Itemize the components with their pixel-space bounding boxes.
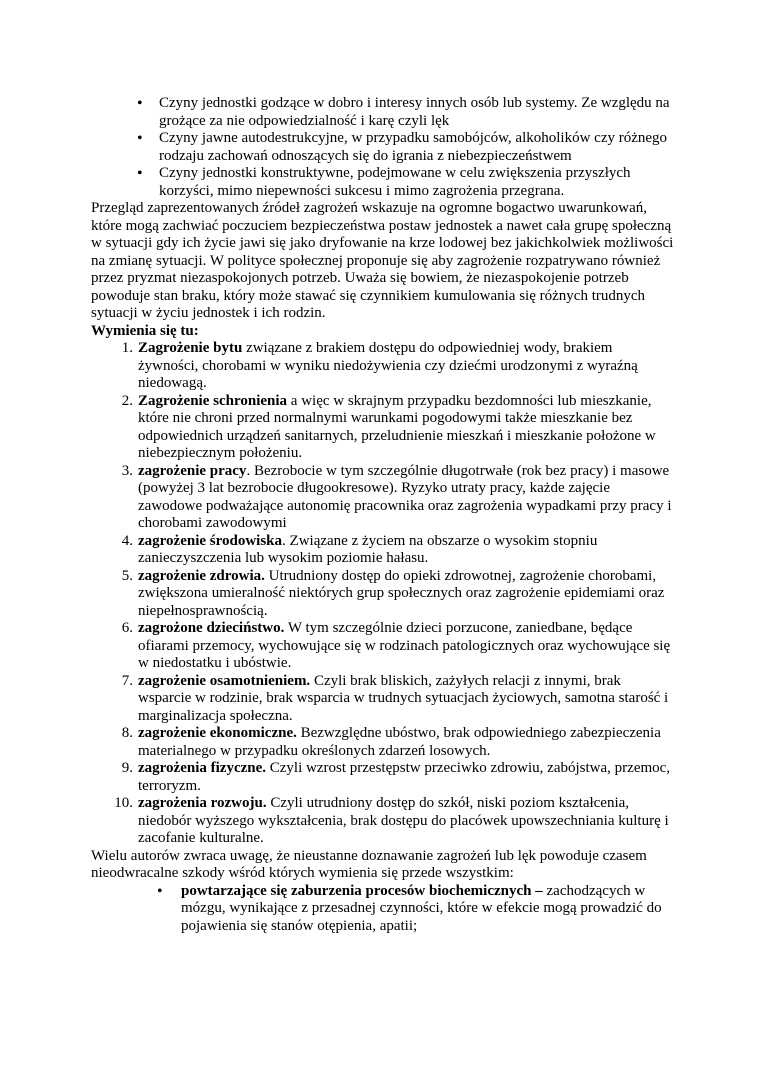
item-number: 1. <box>121 340 133 356</box>
list-item <box>157 883 676 936</box>
numbered-item <box>112 725 676 760</box>
threats-numbered-list <box>112 340 676 848</box>
numbered-item <box>112 533 676 568</box>
item-text: . Związane z życiem na obszarze o wysokim stopniu zanieczyszczenia lub wysokim poziomie hałasu. <box>138 532 598 566</box>
list-item: • Czyny jednostki godzące w dobro i interesy innych osób lub systemy. Ze względu na grożące za nie odpowiedzialność i karę czyli lęk <box>137 95 676 130</box>
bullet-list-bottom <box>157 883 676 936</box>
item-text: Bezwzględne ubóstwo, brak odpowiedniego zabezpieczenia materialnego w przypadku określonych zdarzeń losowych. <box>138 725 661 759</box>
item-text: związane z brakiem dostępu do odpowiedniej wody, brakiem żywności, chorobami w wyniku niedożywienia czy dziećmi urodzonymi z wyraźną niedowagą. <box>138 340 638 391</box>
item-text: Czyli wzrost przestępstw przeciwko zdrowiu, zabójstwa, przemoc, terroryzm. <box>138 760 671 794</box>
item-text: a więc w skrajnym przypadku bezdomności lub mieszkanie, które nie chroni przed normalnymi warunkami pogodowymi także mieszkanie bez odpowiednich urządzeń sanitarnych, przeludnienie mieszkań i mieszkanie położone w niebezpiecznym położeniu. <box>138 392 656 461</box>
item-lead: Zagrożenie schronienia <box>138 392 288 409</box>
item-lead: zagrożenie pracy <box>138 462 247 479</box>
list-item: • Czyny jawne autodestrukcyjne, w przypadku samobójców, alkoholików czy różnego rodzaju zachowań odnoszących się do igrania z niebezpieczeństwem <box>137 130 676 165</box>
item-number: 6. <box>121 620 133 636</box>
item-text: Czyli utrudniony dostęp do szkół, niski poziom kształcenia, niedobór wyższego wykształcenia, brak dostępu do placówek upowszechniania kulturę i zacofanie kulturalne. <box>138 795 669 846</box>
item-lead: zagrożenie zdrowia. <box>138 567 265 584</box>
item-text: zachodzących w mózgu, wynikające z przesadnej czynności, które w efekcie mogą prowadzić do pojawienia się stanów otępienia, apatii; <box>181 882 662 934</box>
item-lead: Zagrożenie bytu <box>138 340 243 356</box>
paragraph-consequences: Wielu autorów zwraca uwagę, że nieustanne doznawanie zagrożeń lub lęk powoduje czasem nieodwracalne szkody wśród których wymienia się przede wszystkim: <box>91 847 647 881</box>
item-number: 5. <box>121 567 133 584</box>
numbered-item <box>112 463 676 533</box>
numbered-item <box>112 340 676 393</box>
item-number: 7. <box>121 672 133 689</box>
numbered-item <box>112 795 676 848</box>
numbered-item <box>112 620 676 673</box>
item-number: 10. <box>114 795 133 811</box>
item-lead: zagrożenia rozwoju. <box>138 795 267 811</box>
numbered-item <box>112 673 676 726</box>
paragraph-sources: Przegląd zaprezentowanych źródeł zagrożeń wskazuje na ogromne bogactwo uwarunkowań, które mogą zachwiać poczuciem bezpieczeństwa postaw jednostek a nawet cała grupę społeczną w sytuacji gdy ich życie jawi się jako dryfowanie na krze lodowej bez jakichkolwiek możliwości na zmianę sytuacji. W polityce społecznej proponuje się aby zagrożenie rozpatrywano również przez pryzmat niezaspokojonych potrzeb. Uważa się bowiem, że niezaspokojenie potrzeb powoduje stan braku, który może stawać się czynnikiem kumulowania się różnych trudnych sytuacji w życiu jednostek i ich rodzin. <box>91 200 674 321</box>
item-number: 9. <box>121 760 133 776</box>
item-lead: zagrożenie środowiska <box>138 532 283 549</box>
item-text: W tym szczególnie dzieci porzucone, zaniedbane, będące ofiarami przemocy, wychowujące się w rodzinach patologicznych oraz wychowujące się w niedostatku i ubóstwie. <box>138 620 671 671</box>
document-content <box>91 95 676 935</box>
item-text: Utrudniony dostęp do opieki zdrowotnej, zagrożenie chorobami, zwiększona umieralność niektórych grup społecznych oraz zagrożenie epidemiami oraz niepełnosprawnością. <box>138 567 665 619</box>
list-item: • Czyny jednostki konstruktywne, podejmowane w celu zwiększenia przyszłych korzyści, mimo niepewności sukcesu i mimo zagrożenia przegrana. <box>137 165 676 200</box>
item-lead: powtarzające się zaburzenia procesów biochemicznych – <box>181 882 543 899</box>
item-text: . Bezrobocie w tym szczególnie długotrwałe (rok bez pracy) i masowe (powyżej 3 lat bezrobocie długookresowe). Ryzyko utraty pracy, każde zajęcie zawodowe podważające autonomię pracownika oraz zagrożenia wypadkami przy pracy i chorobami zawodowymi <box>138 462 672 531</box>
bullet-list-top <box>137 95 676 200</box>
item-lead: zagrożenie osamotnieniem. <box>138 672 311 689</box>
section-heading: Wymienia się tu: <box>91 322 199 339</box>
numbered-item <box>112 568 676 621</box>
item-lead: zagrożenia fizyczne. <box>138 760 267 776</box>
item-number: 4. <box>121 532 133 549</box>
item-number: 2. <box>121 392 133 409</box>
item-lead: zagrożenie ekonomiczne. <box>138 725 297 741</box>
item-number: 3. <box>121 462 133 479</box>
item-text: Czyli brak bliskich, zażyłych relacji z innymi, brak wsparcie w rodzinie, brak wsparcia w trudnych sytuacjach życiowych, samotna starość i marginalizacja społeczna. <box>138 672 669 724</box>
numbered-item <box>112 393 676 463</box>
numbered-item <box>112 760 676 795</box>
item-number: 8. <box>121 725 133 741</box>
item-lead: zagrożone dzieciństwo. <box>138 620 285 636</box>
